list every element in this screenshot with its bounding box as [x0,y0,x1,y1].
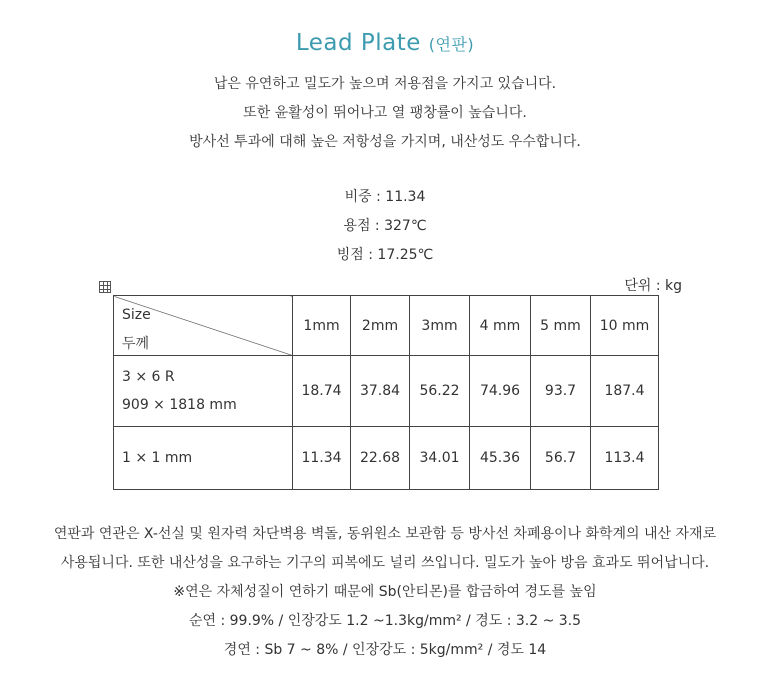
pure-lead-spec: 순연 : 99.9% / 인장강도 1.2 ~1.3kg/mm² / 경도 : 3.2 ~ 3.5 [188,613,582,629]
table-cell: 18.74 [293,356,351,427]
header-size-label: Size [122,307,151,323]
table-cell: 113.4 [591,427,659,490]
unit-label: 단위 : kg [624,278,682,294]
intro-text [0,70,770,157]
column-header: 2mm [351,296,410,356]
column-header: 1mm [293,296,351,356]
table-cell: 93.7 [531,356,591,427]
column-header: 5 mm [531,296,591,356]
column-header: 3mm [410,296,470,356]
table-cell: 74.96 [470,356,531,427]
hard-lead-spec: 경연 : Sb 7 ~ 8% / 인장강도 : 5kg/mm² / 경도 14 [223,642,547,658]
table-grid-icon[interactable] [99,281,111,293]
row-label-line: 909 × 1818 mm [122,397,237,413]
row-label: 1 × 1 mm [114,427,293,490]
row-label-line: 3 × 6 R [122,369,175,385]
table-cell: 56.7 [531,427,591,490]
property-list [0,183,770,270]
intro-line: 납은 유연하고 밀도가 높으며 저용점을 가지고 있습니다. [213,76,557,92]
table-header-row [114,296,659,356]
column-header: 10 mm [591,296,659,356]
intro-line: 방사선 투과에 대해 높은 저항성을 가지며, 내산성도 우수합니다. [189,134,581,150]
table-row [114,427,659,490]
usage-line: 사용됩니다. 또한 내산성을 요구하는 기구의 피복에도 널리 쓰입니다. 밀도가 높아 방음 효과도 뛰어납니다. [60,555,710,571]
usage-line: 연판과 연관은 X-선실 및 원자력 차단벽용 벽돌, 동위원소 보관함 등 방사선 차폐용이나 화학계의 내산 자재로 [53,526,717,542]
alloy-note: ※연은 자체성질이 연하기 때문에 Sb(안티몬)를 합금하여 경도를 높임 [173,584,597,600]
diagonal-header-cell [114,296,293,356]
table-cell: 56.22 [410,356,470,427]
table-cell: 45.36 [470,427,531,490]
table-cell: 34.01 [410,427,470,490]
header-thickness-label: 두께 [122,336,150,352]
page-title [0,30,770,56]
property-melting-point: 용점 : 327℃ [343,218,427,234]
table-cell: 187.4 [591,356,659,427]
property-freezing-point: 빙점 : 17.25℃ [336,247,434,263]
table-cell: 37.84 [351,356,410,427]
intro-line: 또한 윤활성이 뛰어나고 열 팽창률이 높습니다. [243,105,527,121]
weight-table [113,295,659,490]
column-header: 4 mm [470,296,531,356]
title-main: Lead Plate [295,30,421,56]
table-cell: 11.34 [293,427,351,490]
usage-text [0,520,770,665]
row-label [114,356,293,427]
title-sub: (연판) [428,35,475,54]
property-specific-gravity: 비중 : 11.34 [344,189,426,205]
table-row [114,356,659,427]
table-cell: 22.68 [351,427,410,490]
